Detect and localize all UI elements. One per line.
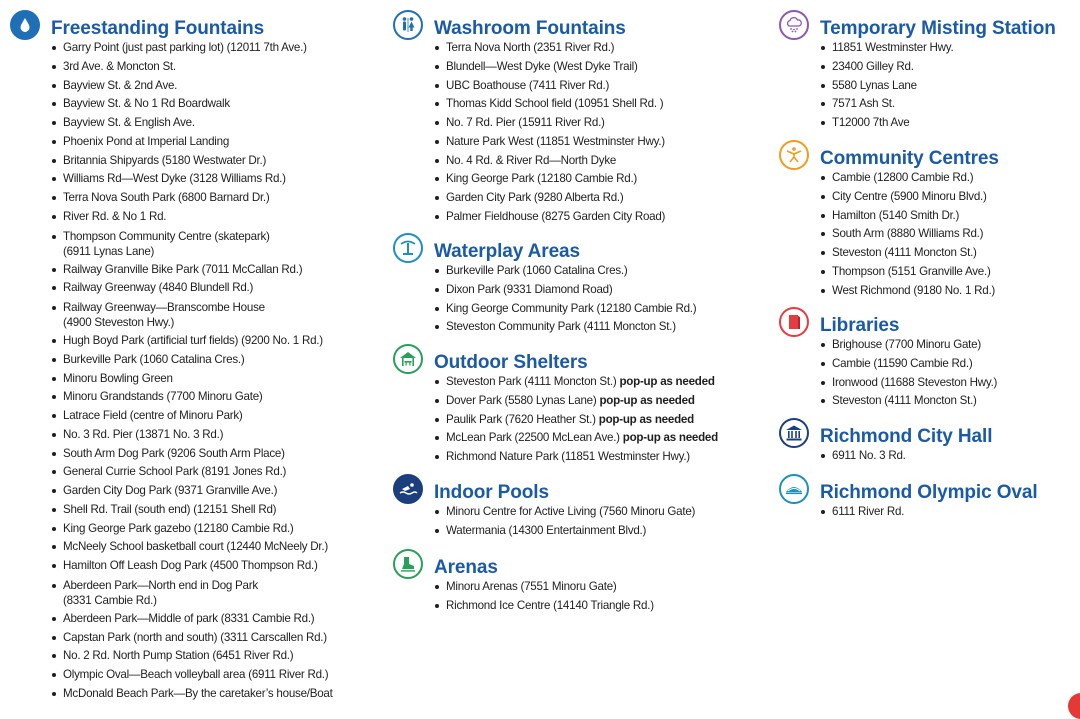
list-item: Brighouse (7700 Minoru Gate) [821, 336, 997, 355]
section-header [393, 474, 695, 506]
shelter-location: Paulik Park (7620 Heather St.) [446, 412, 596, 426]
city-hall-icon [779, 418, 809, 448]
list-item: No. 7 Rd. Pier (15911 River Rd.) [435, 114, 665, 133]
section-header [393, 233, 696, 265]
list-item: No. 2 Rd. North Pump Station (6451 River Rd.) [52, 647, 370, 666]
section-title: Richmond Olympic Oval [820, 482, 1038, 503]
list-item: Railway Granville Bike Park (7011 McCallan Rd.) [52, 261, 370, 280]
swimmer-icon [393, 474, 423, 504]
shelter-icon [393, 344, 423, 374]
shelter-location: Richmond Nature Park (11851 Westminster Hwy.) [446, 450, 690, 463]
oval-building-icon [779, 474, 809, 504]
list-item: Richmond Ice Centre (14140 Triangle Rd.) [435, 597, 654, 616]
section-header [393, 549, 654, 581]
washroom-people-icon [393, 10, 423, 40]
list-item: Hugh Boyd Park (artificial turf fields) (9200 No. 1 Rd.) [52, 332, 370, 351]
list-item: 6111 River Rd. [821, 503, 904, 522]
list-item-line: Railway Greenway—Branscombe House [63, 301, 265, 314]
section-header [779, 418, 993, 450]
list-item: Minoru Arenas (7551 Minoru Gate) [435, 578, 654, 597]
sprinkler-icon [393, 233, 423, 263]
popup-note: pop-up as needed [599, 393, 695, 407]
list-item: West Richmond (9180 No. 1 Rd.) [821, 282, 995, 301]
section-title: Outdoor Shelters [434, 352, 588, 373]
section-outdoor-shelters [393, 344, 718, 467]
location-list [393, 262, 696, 337]
list-item: Thomas Kidd School field (10951 Shell Rd. ) [435, 95, 665, 114]
list-item: King George Park (12180 Cambie Rd.) [435, 170, 665, 189]
list-item: South Arm Dog Park (9206 South Arm Place) [52, 445, 370, 464]
list-item: Britannia Shipyards (5180 Westwater Dr.) [52, 152, 370, 171]
section-title: Richmond City Hall [820, 426, 993, 447]
water-drop-icon [10, 10, 40, 40]
section-freestanding-fountains [10, 10, 370, 704]
list-item: Bayview St. & 2nd Ave. [52, 77, 370, 96]
list-item: Terra Nova North (2351 River Rd.) [435, 39, 665, 58]
page-corner-mark [1068, 693, 1080, 719]
list-item: Burkeville Park (1060 Catalina Cres.) [52, 351, 370, 370]
list-item-line: Thompson Community Centre (skatepark) [63, 229, 270, 243]
section-header [393, 10, 665, 42]
location-list [393, 373, 718, 467]
list-item: Cambie (12800 Cambie Rd.) [821, 169, 995, 188]
list-item: Hamilton Off Leash Dog Park (4500 Thompson Rd.) [52, 557, 370, 576]
location-list [393, 39, 665, 227]
list-item: 3rd Ave. & Moncton St. [52, 58, 370, 77]
popup-note: pop-up as needed [598, 412, 694, 426]
list-item: 5580 Lynas Lane [821, 77, 953, 96]
column-1 [10, 0, 370, 700]
section-header [393, 344, 718, 376]
section-title: Freestanding Fountains [51, 18, 265, 39]
section-title: Indoor Pools [434, 482, 549, 503]
list-item: Blundell—West Dyke (West Dyke Trail) [435, 58, 665, 77]
list-item: Hamilton (5140 Smith Dr.) [821, 207, 995, 226]
section-header [779, 10, 1056, 42]
location-list [10, 39, 370, 704]
list-item: Latrace Field (centre of Minoru Park) [52, 407, 370, 426]
list-item: No. 3 Rd. Pier (13871 No. 3 Rd.) [52, 426, 370, 445]
section-header [779, 140, 999, 172]
list-item: Phoenix Pond at Imperial Landing [52, 133, 370, 152]
list-item: Watermania (14300 Entertainment Blvd.) [435, 522, 695, 541]
list-item: King George Community Park (12180 Cambie Rd.) [435, 300, 696, 319]
list-item: Dixon Park (9331 Diamond Road) [435, 281, 696, 300]
list-item: Shell Rd. Trail (south end) (12151 Shell Rd) [52, 501, 370, 520]
list-item: 11851 Westminster Hwy. [821, 39, 953, 58]
book-icon [779, 307, 809, 337]
list-item [435, 448, 718, 467]
list-item: Williams Rd—West Dyke (3128 Williams Rd.) [52, 170, 370, 189]
list-item: 6911 No. 3 Rd. [821, 447, 906, 466]
section-washroom-fountains [393, 10, 665, 227]
location-list [393, 578, 654, 616]
misting-cloud-icon [779, 10, 809, 40]
list-item: 23400 Gilley Rd. [821, 58, 953, 77]
popup-note: pop-up as needed [622, 431, 718, 445]
shelter-location: McLean Park (22500 McLean Ave.) [446, 431, 620, 445]
list-item: Capstan Park (north and south) (3311 Carscallen Rd.) [52, 629, 370, 648]
list-item: City Centre (5900 Minoru Blvd.) [821, 188, 995, 207]
list-item: T12000 7th Ave [821, 114, 953, 133]
section-title: Libraries [820, 315, 900, 336]
section-waterplay-areas [393, 233, 696, 337]
person-star-icon [779, 140, 809, 170]
location-list [779, 336, 997, 411]
list-item [52, 298, 370, 332]
list-item: Thompson (5151 Granville Ave.) [821, 263, 995, 282]
list-item: Cambie (11590 Cambie Rd.) [821, 355, 997, 374]
list-item [52, 227, 370, 261]
shelter-location: Dover Park (5580 Lynas Lane) [446, 393, 597, 407]
list-item: Minoru Centre for Active Living (7560 Minoru Gate) [435, 503, 695, 522]
location-list [779, 169, 995, 300]
list-item: Steveston (4111 Moncton St.) [821, 392, 997, 411]
list-item: Burkeville Park (1060 Catalina Cres.) [435, 262, 696, 281]
list-item: Bayview St. & No 1 Rd Boardwalk [52, 95, 370, 114]
section-community-centres [779, 140, 999, 300]
section-arenas [393, 549, 654, 616]
section-title: Community Centres [820, 148, 999, 169]
list-item: Terra Nova South Park (6800 Barnard Dr.) [52, 189, 370, 208]
list-item: 7571 Ash St. [821, 95, 953, 114]
list-item-line: Aberdeen Park—North end in Dog Park [63, 578, 258, 592]
list-item [435, 392, 718, 411]
list-item: Garden City Dog Park (9371 Granville Ave.) [52, 482, 370, 501]
section-libraries [779, 307, 997, 411]
list-item: Steveston Community Park (4111 Moncton St.) [435, 318, 696, 337]
section-richmond-city-hall [779, 418, 993, 466]
list-item [52, 576, 370, 610]
list-item: South Arm (8880 Williams Rd.) [821, 225, 995, 244]
list-item: King George Park gazebo (12180 Cambie Rd.) [52, 520, 370, 539]
list-item [435, 373, 718, 392]
section-indoor-pools [393, 474, 695, 541]
list-item: River Rd. & No 1 Rd. [52, 208, 370, 227]
list-item: Railway Greenway (4840 Blundell Rd.) [52, 279, 370, 298]
section-temporary-misting-station [779, 10, 1056, 133]
popup-note: pop-up as needed [619, 375, 715, 388]
list-item: McDonald Beach Park—By the caretaker’s house/Boat [52, 685, 370, 704]
location-list [779, 39, 953, 133]
shelter-location: Steveston Park (4111 Moncton St.) [446, 375, 617, 388]
list-item: Olympic Oval—Beach volleyball area (6911 River Rd.) [52, 666, 370, 685]
list-item: Aberdeen Park—Middle of park (8331 Cambie Rd.) [52, 610, 370, 629]
list-item: Steveston (4111 Moncton St.) [821, 244, 995, 263]
skate-icon [393, 549, 423, 579]
list-item: Minoru Grandstands (7700 Minoru Gate) [52, 388, 370, 407]
list-item: Garry Point (just past parking lot) (12011 7th Ave.) [52, 39, 370, 58]
list-item: UBC Boathouse (7411 River Rd.) [435, 77, 665, 96]
list-item: Bayview St. & English Ave. [52, 114, 370, 133]
list-item-line: (8331 Cambie Rd.) [63, 593, 157, 607]
list-item: McNeely School basketball court (12440 McNeely Dr.) [52, 538, 370, 557]
list-item: No. 4 Rd. & River Rd—North Dyke [435, 152, 665, 171]
location-list [393, 503, 695, 541]
list-item-line: (6911 Lynas Lane) [63, 244, 155, 258]
list-item: General Currie School Park (8191 Jones Rd.) [52, 463, 370, 482]
section-richmond-olympic-oval [779, 474, 1038, 522]
list-item: Nature Park West (11851 Westminster Hwy.) [435, 133, 665, 152]
section-title: Washroom Fountains [434, 18, 626, 39]
list-item: Minoru Bowling Green [52, 370, 370, 389]
section-header [10, 10, 370, 42]
list-item [435, 411, 718, 430]
section-title: Waterplay Areas [434, 241, 580, 262]
section-title: Arenas [434, 557, 498, 578]
list-item: Ironwood (11688 Steveston Hwy.) [821, 374, 997, 393]
section-header [779, 307, 997, 339]
list-item: Garden City Park (9280 Alberta Rd.) [435, 189, 665, 208]
section-header [779, 474, 1038, 506]
list-item-line: (4900 Steveston Hwy.) [63, 316, 175, 329]
section-title: Temporary Misting Station [820, 18, 1056, 39]
list-item: Palmer Fieldhouse (8275 Garden City Road) [435, 208, 665, 227]
list-item [435, 429, 718, 448]
